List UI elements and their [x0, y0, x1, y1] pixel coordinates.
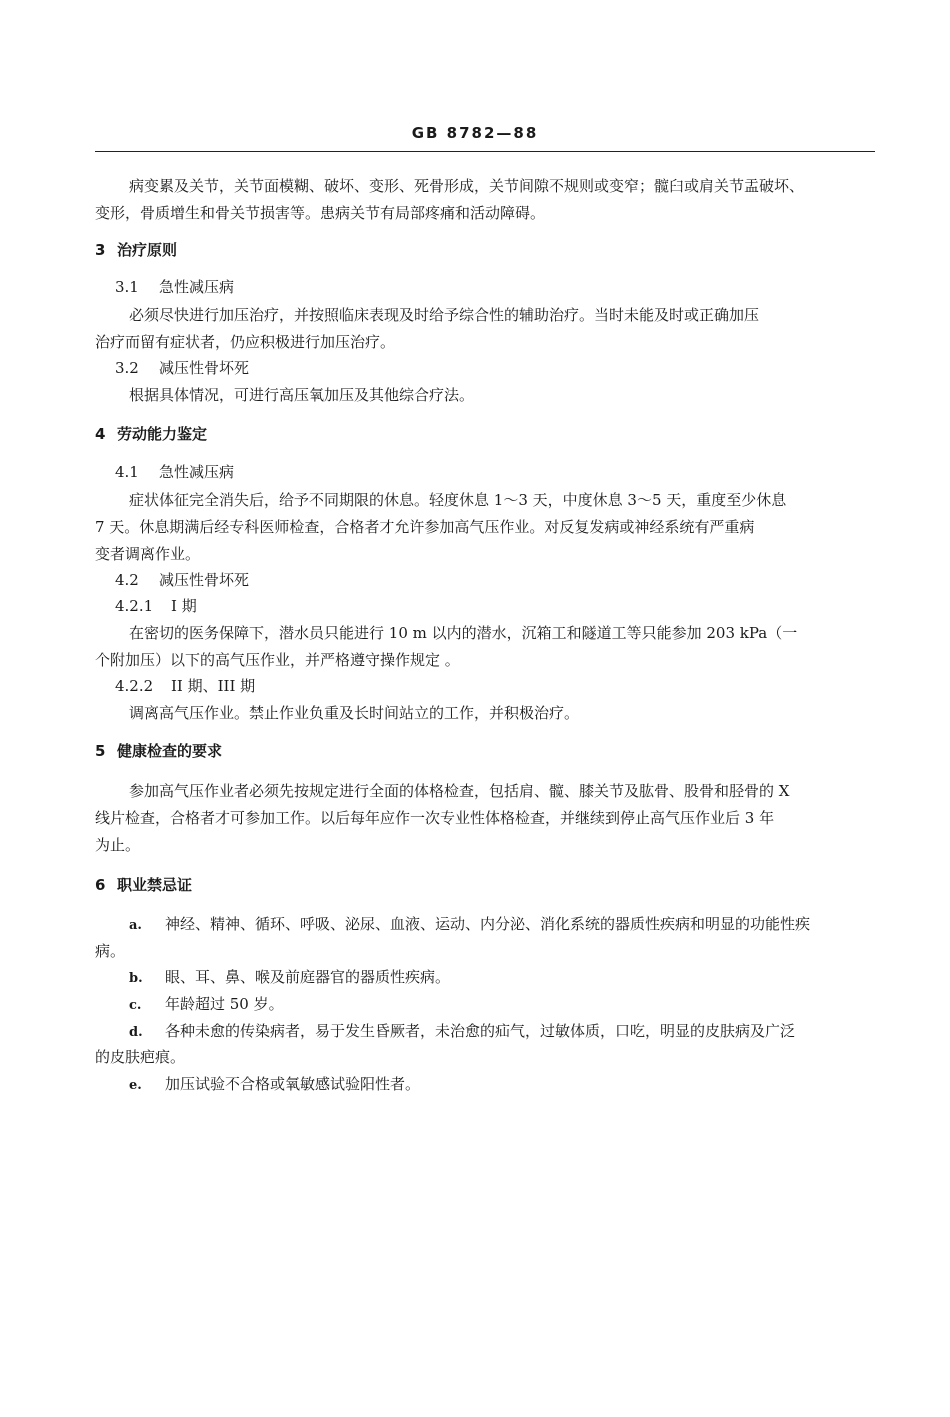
- section-5-number: 5: [95, 742, 106, 760]
- list-item-d: [129, 1021, 795, 1043]
- section-5-line-1: 参加高气压作业者必须先按规定进行全面的体格检查，包括肩、髋、膝关节及肱骨、股骨和胫骨的 X: [129, 782, 790, 800]
- section-3-heading: [95, 240, 177, 260]
- standard-code-header: GB 8782—88: [411, 124, 539, 142]
- section-4-2-1-number: 4.2.1: [115, 597, 154, 615]
- section-4-2-2-line-1: 调离高气压作业。禁止作业负重及长时间站立的工作，并积极治疗。: [129, 704, 580, 722]
- section-3-1-line-1: 必须尽快进行加压治疗，并按照临床表现及时给予综合性的辅助治疗。当时未能及时或正确加压: [129, 306, 760, 324]
- section-4-2-1-title: I 期: [171, 597, 197, 615]
- section-3-2-line-1: 根据具体情况，可进行高压氧加压及其他综合疗法。: [129, 386, 475, 404]
- list-item-e-line-1: 加压试验不合格或氧敏感试验阳性者。: [165, 1075, 421, 1093]
- list-item-b: [129, 967, 450, 989]
- section-4-1-line-2: 7 天。休息期满后经专科医师检查，合格者才允许参加高气压作业。对反复发病或神经系统有严重病: [95, 518, 755, 536]
- section-4-1-number: 4.1: [115, 463, 139, 481]
- list-item-e-label: e.: [129, 1078, 142, 1093]
- section-5-line-3: 为止。: [95, 836, 141, 854]
- section-5-title: 健康检查的要求: [117, 742, 223, 760]
- list-item-a-label: a.: [129, 918, 142, 933]
- section-4-title: 劳动能力鉴定: [117, 425, 208, 443]
- list-item-d-line-2: 的皮肤疤痕。: [95, 1048, 186, 1066]
- list-item-c-line-1: 年龄超过 50 岁。: [165, 995, 284, 1013]
- section-4-2-2-number: 4.2.2: [115, 677, 154, 695]
- section-4-number: 4: [95, 425, 106, 443]
- section-3-1-heading: [115, 277, 234, 297]
- section-4-1-line-1: 症状体征完全消失后，给予不同期限的休息。轻度休息 1～3 天，中度休息 3～5 天，重度至少休息: [129, 491, 787, 509]
- section-4-2-2-title: II 期、III 期: [171, 677, 256, 695]
- section-6-number: 6: [95, 876, 106, 894]
- list-item-d-label: d.: [129, 1025, 143, 1040]
- list-item-e: [129, 1074, 420, 1096]
- intro-line-2: 变形，骨质增生和骨关节损害等。患病关节有局部疼痛和活动障碍。: [95, 204, 546, 222]
- section-5-line-2: 线片检查，合格者才可参加工作。以后每年应作一次专业性体格检查，并继续到停止高气压作业后 3 年: [95, 809, 775, 827]
- section-4-2-title: 减压性骨坏死: [159, 571, 250, 589]
- section-3-2-heading: [115, 358, 249, 378]
- section-5-heading: [95, 741, 222, 761]
- list-item-b-line-1: 眼、耳、鼻、喉及前庭器官的器质性疾病。: [165, 968, 451, 986]
- section-3-2-title: 减压性骨坏死: [159, 359, 250, 377]
- section-3-1-title: 急性减压病: [159, 278, 235, 296]
- section-6-title: 职业禁忌证: [117, 876, 193, 894]
- section-4-2-number: 4.2: [115, 571, 139, 589]
- list-item-a-line-1: 神经、精神、循环、呼吸、泌尿、血液、运动、内分泌、消化系统的器质性疾病和明显的功能性疾: [165, 915, 811, 933]
- list-item-d-line-1: 各种未愈的传染病者，易于发生昏厥者，未治愈的疝气，过敏体质，口吃，明显的皮肤病及广泛: [165, 1022, 796, 1040]
- list-item-c: [129, 994, 284, 1016]
- list-item-c-label: c.: [129, 998, 142, 1013]
- section-4-2-1-heading: [115, 596, 197, 616]
- intro-line-1: 病变累及关节，关节面模糊、破坏、变形、死骨形成，关节间隙不规则或变窄；髋臼或肩关节盂破坏、: [129, 177, 805, 195]
- list-item-a-line-2: 病。: [95, 942, 126, 960]
- header-rule: [95, 151, 875, 152]
- list-item-b-label: b.: [129, 971, 143, 986]
- section-4-heading: [95, 424, 207, 444]
- section-3-1-line-2: 治疗而留有症状者，仍应积极进行加压治疗。: [95, 333, 396, 351]
- section-4-2-heading: [115, 570, 249, 590]
- section-3-title: 治疗原则: [117, 241, 178, 259]
- list-item-a: [129, 914, 810, 936]
- section-4-2-1-line-1: 在密切的医务保障下，潜水员只能进行 10 m 以内的潜水，沉箱工和隧道工等只能参加 203 kPa（一: [129, 624, 798, 642]
- section-3-1-number: 3.1: [115, 278, 139, 296]
- section-4-2-2-heading: [115, 676, 255, 696]
- section-4-2-1-line-2: 个附加压）以下的高气压作业，并严格遵守操作规定 。: [95, 651, 460, 669]
- section-4-1-title: 急性减压病: [159, 463, 235, 481]
- section-4-1-line-3: 变者调离作业。: [95, 545, 201, 563]
- section-4-1-heading: [115, 462, 234, 482]
- section-3-2-number: 3.2: [115, 359, 139, 377]
- section-6-heading: [95, 875, 192, 895]
- section-3-number: 3: [95, 241, 106, 259]
